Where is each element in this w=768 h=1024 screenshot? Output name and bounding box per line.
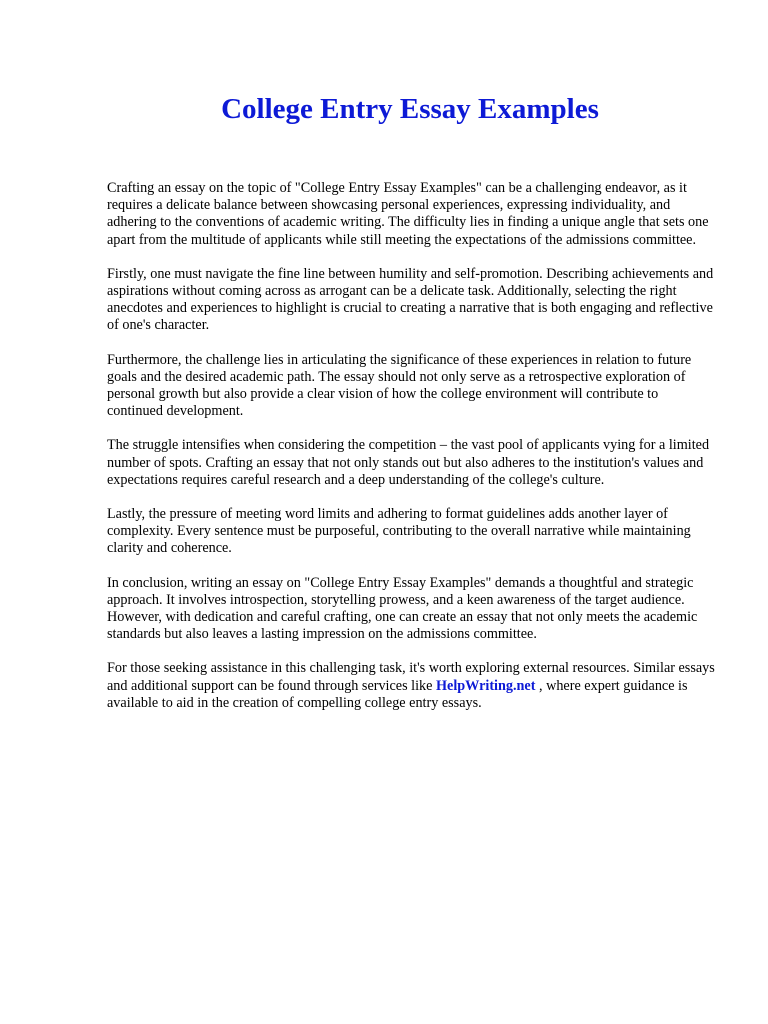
paragraph-lastly: Lastly, the pressure of meeting word limits and adhering to format guidelines adds another layer of complexity. Every sentence must be purposeful, contributing to the overall narrative while maintaining clarity and coherence.: [107, 506, 691, 557]
paragraph-struggle: The struggle intensifies when considering the competition – the vast pool of applicants vying for a limited number of spots. Crafting an essay that not only stands out but also adheres to the institution's values and expectations requires careful research and a deep understanding of the college's culture.: [107, 437, 710, 488]
paragraph-furthermore: Furthermore, the challenge lies in articulating the significance of these experiences in relation to future goals and the desired academic path. The essay should not only serve as a retrospective exploration of personal growth but also provide a clear vision of how the college environment will contribute to continued development.: [107, 351, 692, 420]
helpwriting-link[interactable]: HelpWriting.net: [436, 677, 536, 694]
document-title: College Entry Essay Examples: [221, 93, 599, 125]
paragraph-conclusion: In conclusion, writing an essay on "College Entry Essay Examples" demands a thoughtful and strategic approach. It involves introspection, storytelling prowess, and a keen awareness of the target audience. However, with dedication and careful crafting, one can create an essay that not only meets the academic standards but also leaves a lasting impression on the admissions committee.: [107, 574, 698, 643]
closing-text-after-link: , where expert guidance is available to aid in the creation of compelling college entry essays.: [107, 677, 688, 711]
paragraph-firstly: Firstly, one must navigate the fine line between humility and self-promotion. Describing achievements and aspirations without coming across as arrogant can be a delicate task. Additionally, selecting the right anecdotes and experiences to highlight is crucial to creating a narrative that is both engaging and reflective of one's character.: [107, 265, 714, 334]
document-body: [107, 180, 717, 729]
closing-text-before-link: For those seeking assistance in this challenging task, it's worth exploring external resources. Similar essays and additional support can be found through services like: [107, 660, 715, 694]
paragraph-closing: [107, 660, 717, 712]
paragraph-intro: Crafting an essay on the topic of "College Entry Essay Examples" can be a challenging endeavor, as it requires a delicate balance between showcasing personal experiences, expressing individuality, and adhering to the conventions of academic writing. The difficulty lies in finding a unique angle that sets one apart from the multitude of applicants while still meeting the expectations of the admissions committee.: [107, 180, 709, 248]
